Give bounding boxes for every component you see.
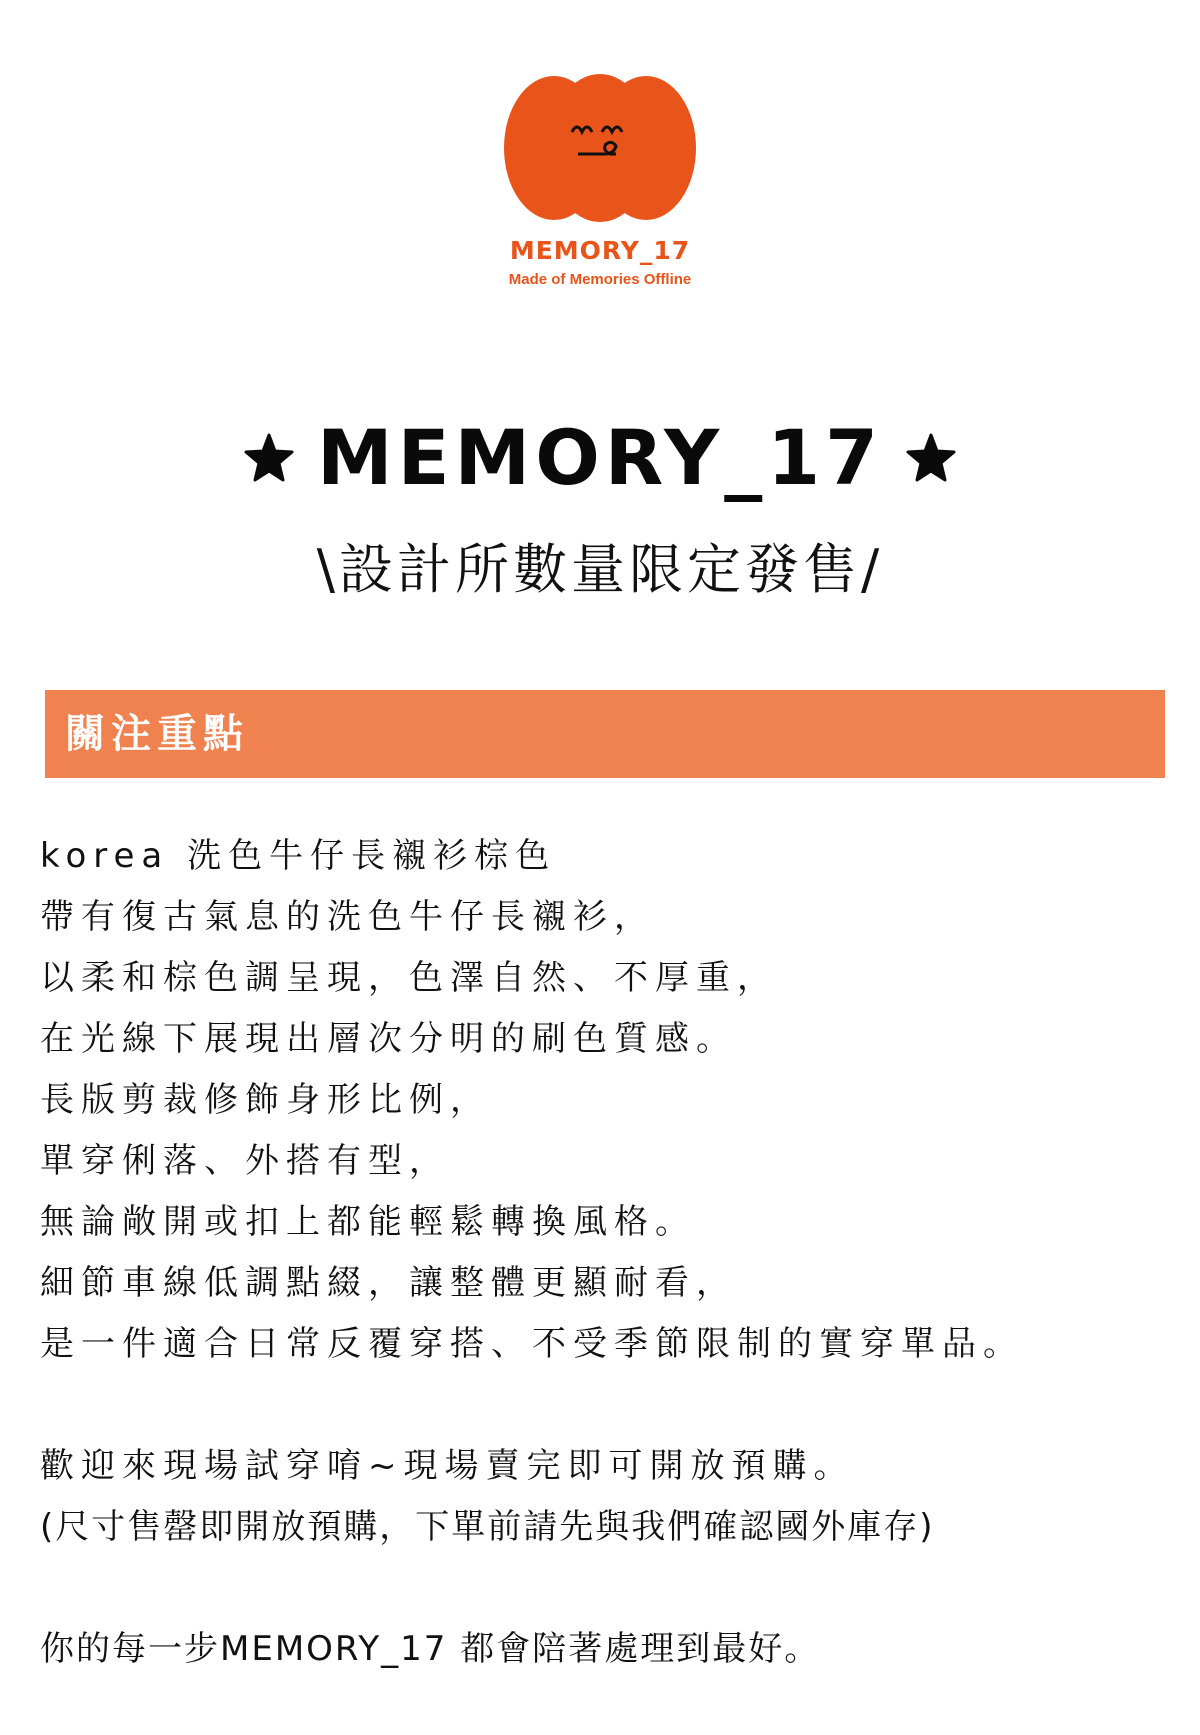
body-line: 單穿俐落、外搭有型， bbox=[40, 1141, 450, 1181]
brand-logo bbox=[500, 72, 700, 288]
body-line: 長版剪裁修飾身形比例， bbox=[40, 1080, 491, 1120]
body-line: 以柔和棕色調呈現，色澤自然、不厚重， bbox=[40, 958, 778, 998]
star-icon bbox=[905, 432, 957, 484]
headline-title: MEMORY_17 bbox=[317, 413, 883, 502]
body-line: 在光線下展現出層次分明的刷色質感。 bbox=[40, 1019, 737, 1059]
headline-subtitle: \設計所數量限定發售/ bbox=[316, 538, 884, 601]
body-line: korea 洗色牛仔長襯衫棕色 bbox=[40, 836, 557, 876]
section-header-bar bbox=[45, 690, 1165, 778]
body-line: 細節車線低調點綴，讓整體更顯耐看， bbox=[40, 1263, 737, 1303]
body-line: 是一件適合日常反覆穿搭、不受季節限制的實穿單品。 bbox=[40, 1324, 1024, 1364]
star-icon bbox=[243, 432, 295, 484]
body-line: (尺寸售罄即開放預購，下單前請先與我們確認國外庫存) bbox=[40, 1507, 935, 1547]
body-line: 歡迎來現場試穿唷~現場賣完即可開放預購。 bbox=[40, 1446, 855, 1486]
logo-brand-name: MEMORY_17 bbox=[509, 236, 691, 265]
body-line: 無論敞開或扣上都能輕鬆轉換風格。 bbox=[40, 1202, 696, 1242]
body-line: 帶有復古氣息的洗色牛仔長襯衫， bbox=[40, 897, 655, 937]
section-title: 關注重點 bbox=[65, 711, 249, 757]
logo-mark-icon bbox=[502, 72, 698, 228]
product-description bbox=[40, 826, 1160, 1680]
logo-tagline: Made of Memories Offline bbox=[508, 271, 692, 288]
body-line: 你的每一步MEMORY_17 都會陪著處理到最好。 bbox=[40, 1629, 821, 1669]
headline bbox=[0, 413, 1200, 502]
